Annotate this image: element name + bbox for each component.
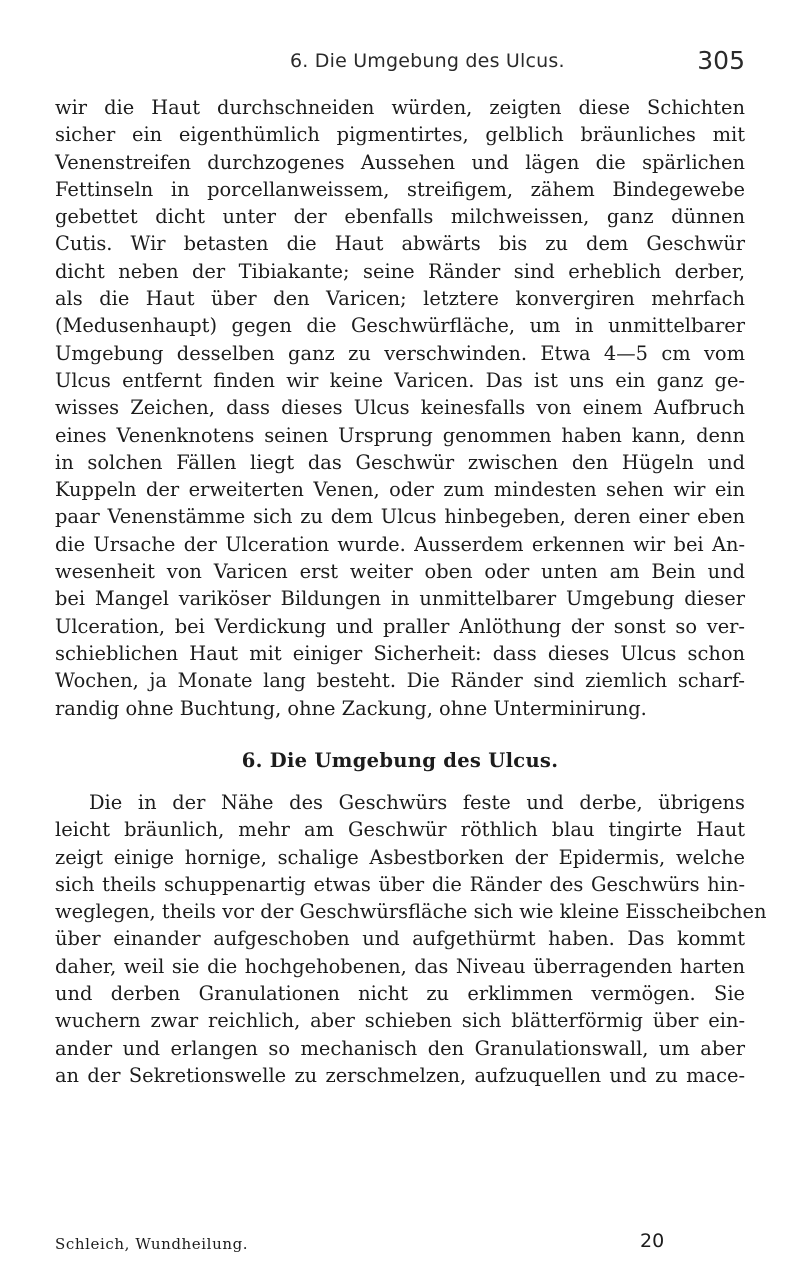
text-line: randig ohne Buchtung, ohne Zackung, ohne Unterminirung. — [55, 696, 647, 720]
text-line: daher, weil sie die hochgehobenen, das Niveau überragenden harten — [55, 954, 745, 978]
footer-reference: Schleich, Wundheilung. — [55, 1235, 249, 1253]
text-line: leicht bräunlich, mehr am Geschwür röthlich blau tingirte Haut — [55, 818, 745, 842]
text-line: und derben Granulationen nicht zu erklimmen vermögen. Sie — [55, 982, 745, 1006]
text-line: Die in der Nähe des Geschwürs feste und derbe, übrigens — [89, 791, 745, 814]
text-line: wir die Haut durchschneiden würden, zeigten diese Schichten — [55, 96, 745, 119]
text-line: bei Mangel variköser Bildungen in unmittelbarer Umgebung dieser — [55, 587, 745, 611]
text-line: Kuppeln der erweiterten Venen, oder zum mindesten sehen wir ein — [55, 478, 745, 502]
text-line: gebettet dicht unter der ebenfalls milchweissen, ganz dünnen — [55, 205, 745, 229]
text-line: an der Sekretionswelle zu zerschmelzen, aufzuquellen und zu mace- — [55, 1063, 745, 1087]
text-line: Ulcus entfernt finden wir keine Varicen. Das ist uns ein ganz ge- — [55, 368, 745, 392]
paragraph-continuation — [55, 94, 745, 722]
page-footer — [55, 1230, 665, 1256]
text-line: Cutis. Wir betasten die Haut abwärts bis zu dem Geschwür — [55, 232, 745, 256]
text-line: paar Venenstämme sich zu dem Ulcus hinbegeben, deren einer eben — [55, 505, 745, 529]
text-line: in solchen Fällen liegt das Geschwür zwischen den Hügeln und — [55, 450, 745, 474]
text-line: Umgebung desselben ganz zu verschwinden. Etwa 4—5 cm vom — [55, 341, 745, 365]
section-heading: 6. Die Umgebung des Ulcus. — [241, 749, 559, 772]
page-number: 305 — [697, 46, 745, 75]
text-line: ander und erlangen so mechanisch den Granulationswall, um aber — [55, 1036, 745, 1060]
text-line: weglegen, theils vor der Geschwürsfläche sich wie kleine Eisscheibchen — [55, 900, 767, 924]
paragraph-section-6 — [55, 789, 767, 1089]
text-line: Ulceration, bei Verdickung und praller Anlöthung der sonst so ver- — [55, 614, 745, 638]
signature-mark: 20 — [640, 1230, 665, 1252]
text-line: Wochen, ja Monate lang besteht. Die Ränder sind ziemlich scharf- — [55, 669, 745, 693]
text-line: wuchern zwar reichlich, aber schieben sich blätterförmig über ein- — [55, 1009, 745, 1033]
text-line: zeigt einige hornige, schalige Asbestborken der Epidermis, welche — [55, 845, 745, 869]
running-head — [55, 46, 745, 80]
text-line: eines Venenknotens seinen Ursprung genommen haben kann, denn — [55, 423, 745, 447]
text-line: Venenstreifen durchzogenes Aussehen und lägen die spärlichen — [55, 150, 745, 174]
text-line: (Medusenhaupt) gegen die Geschwürfläche, um in unmittelbarer — [55, 314, 745, 338]
text-line: Fettinseln in porcellanweissem, streifigem, zähem Bindegewebe — [55, 177, 745, 201]
text-line: wesenheit von Varicen erst weiter oben oder unten am Bein und — [55, 560, 745, 584]
text-line: über einander aufgeschoben und aufgethürmt haben. Das kommt — [55, 927, 745, 951]
running-title: 6. Die Umgebung des Ulcus. — [290, 50, 565, 72]
text-line: schieblichen Haut mit einiger Sicherheit: dass dieses Ulcus schon — [55, 641, 745, 665]
text-line: dicht neben der Tibiakante; seine Ränder sind erheblich derber, — [55, 259, 745, 283]
text-line: als die Haut über den Varicen; letztere konvergiren mehrfach — [55, 287, 745, 311]
text-line: die Ursache der Ulceration wurde. Ausserdem erkennen wir bei An- — [55, 532, 745, 556]
text-line: sicher ein eigenthümlich pigmentirtes, gelblich bräunliches mit — [55, 123, 745, 147]
text-line: wisses Zeichen, dass dieses Ulcus keinesfalls von einem Aufbruch — [55, 396, 745, 420]
text-line: sich theils schuppenartig etwas über die Ränder des Geschwürs hin- — [55, 872, 745, 896]
